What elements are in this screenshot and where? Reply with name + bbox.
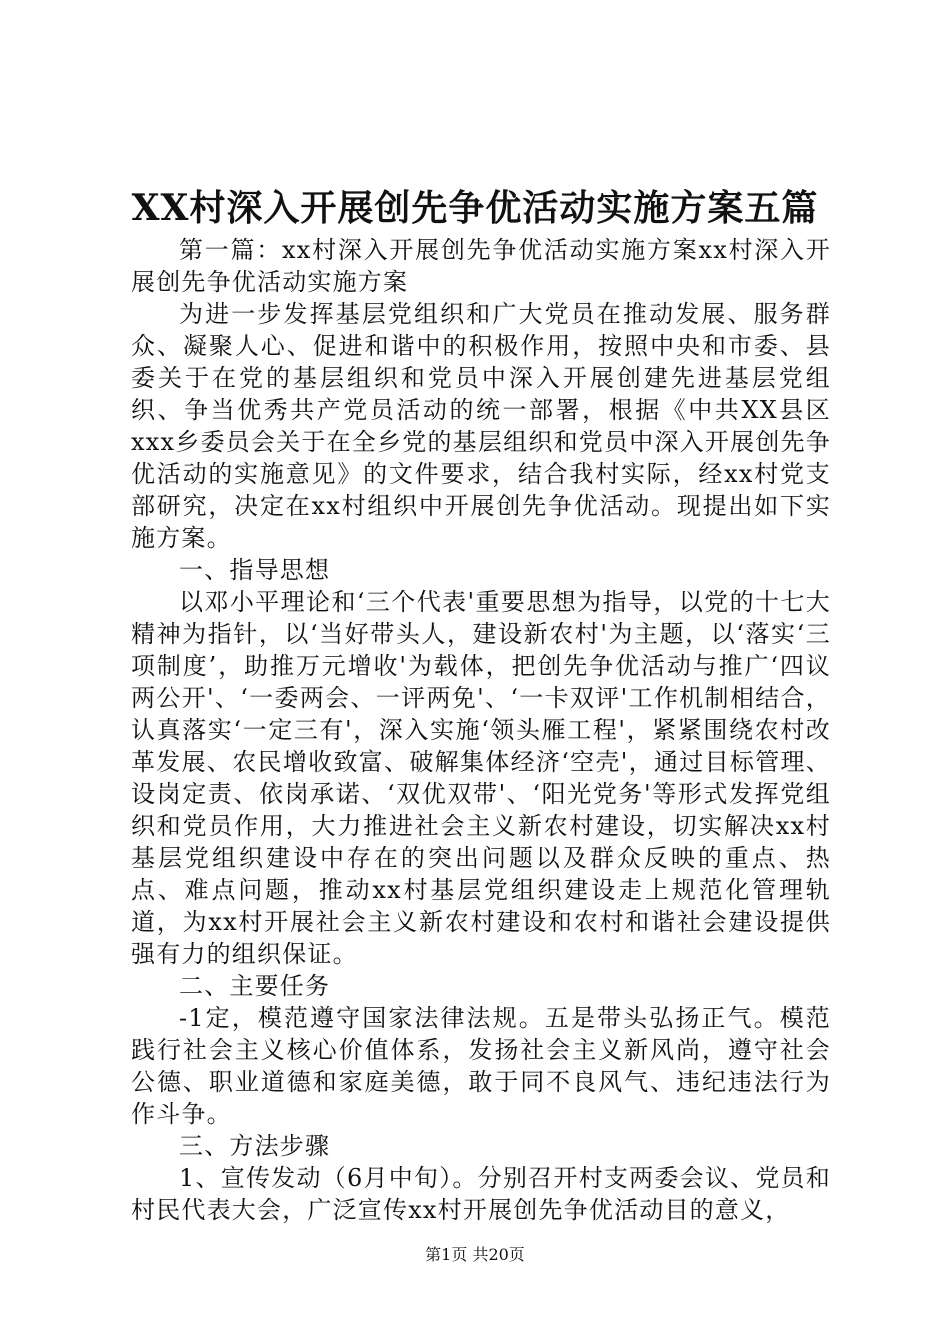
section-heading-main-tasks: 二、主要任务 xyxy=(179,972,331,1000)
paragraph-methods: 1、宣传发动（6月中旬）。分别召开村支两委会议、党员和村民代表大会，广泛宣传xx村开展创先争优活动目的意义， xyxy=(131,1164,831,1224)
paragraph-intro: 为进一步发挥基层党组织和广大党员在推动发展、服务群众、凝聚人心、促进和谐中的积极作用，按照中央和市委、县委关于在党的基层组织和党员中深入开展创建先进基层党组织、争当优秀共产党员活动的统一部署，根据《中共XX县区xxx乡委员会关于在全乡党的基层组织和党员中深入开展创先争优活动的实施意见》的文件要求，结合我村实际，经xx村党支部研究，决定在xx村组织中开展创先争优活动。现提出如下实施方案。 xyxy=(131,300,831,552)
document-title: XX村深入开展创先争优活动实施方案五篇 xyxy=(131,187,819,229)
paragraph-chapter-heading: 第一篇：xx村深入开展创先争优活动实施方案xx村深入开展创先争优活动实施方案 xyxy=(131,236,831,296)
paragraph-guiding-ideology: 以邓小平理论和‘三个代表'重要思想为指导，以党的十七大精神为指针，以‘当好带头人，建设新农村'为主题，以‘落实‘三项制度’，助推万元增收'为载体，把创先争优活动与推广‘四议两公开'、‘一委两会、一评两免'、‘一卡双评'工作机制相结合，认真落实‘一定三有'，深入实施‘领头雁工程'，紧紧围绕农村改革发展、农民增收致富、破解集体经济‘空壳'，通过目标管理、设岗定责、依岗承诺、‘双优双带'、‘阳光党务'等形式发挥党组织和党员作用，大力推进社会主义新农村建设，切实解决xx村基层党组织建设中存在的突出问题以及群众反映的重点、热点、难点问题，推动xx村基层党组织建设走上规范化管理轨道，为xx村开展社会主义新农村建设和农村和谐社会建设提供强有力的组织保证。 xyxy=(131,588,831,968)
paragraph-main-tasks: -1定，模范遵守国家法律法规。五是带头弘扬正气。模范践行社会主义核心价值体系，发扬社会主义新风尚，遵守社会公德、职业道德和家庭美德，敢于同不良风气、违纪违法行为作斗争。 xyxy=(131,1004,831,1128)
section-heading-guiding-ideology: 一、指导思想 xyxy=(179,556,331,584)
section-heading-methods: 三、方法步骤 xyxy=(179,1132,331,1160)
page-number-footer: 第1页 共20页 xyxy=(425,1245,525,1264)
document-body xyxy=(131,234,831,1226)
